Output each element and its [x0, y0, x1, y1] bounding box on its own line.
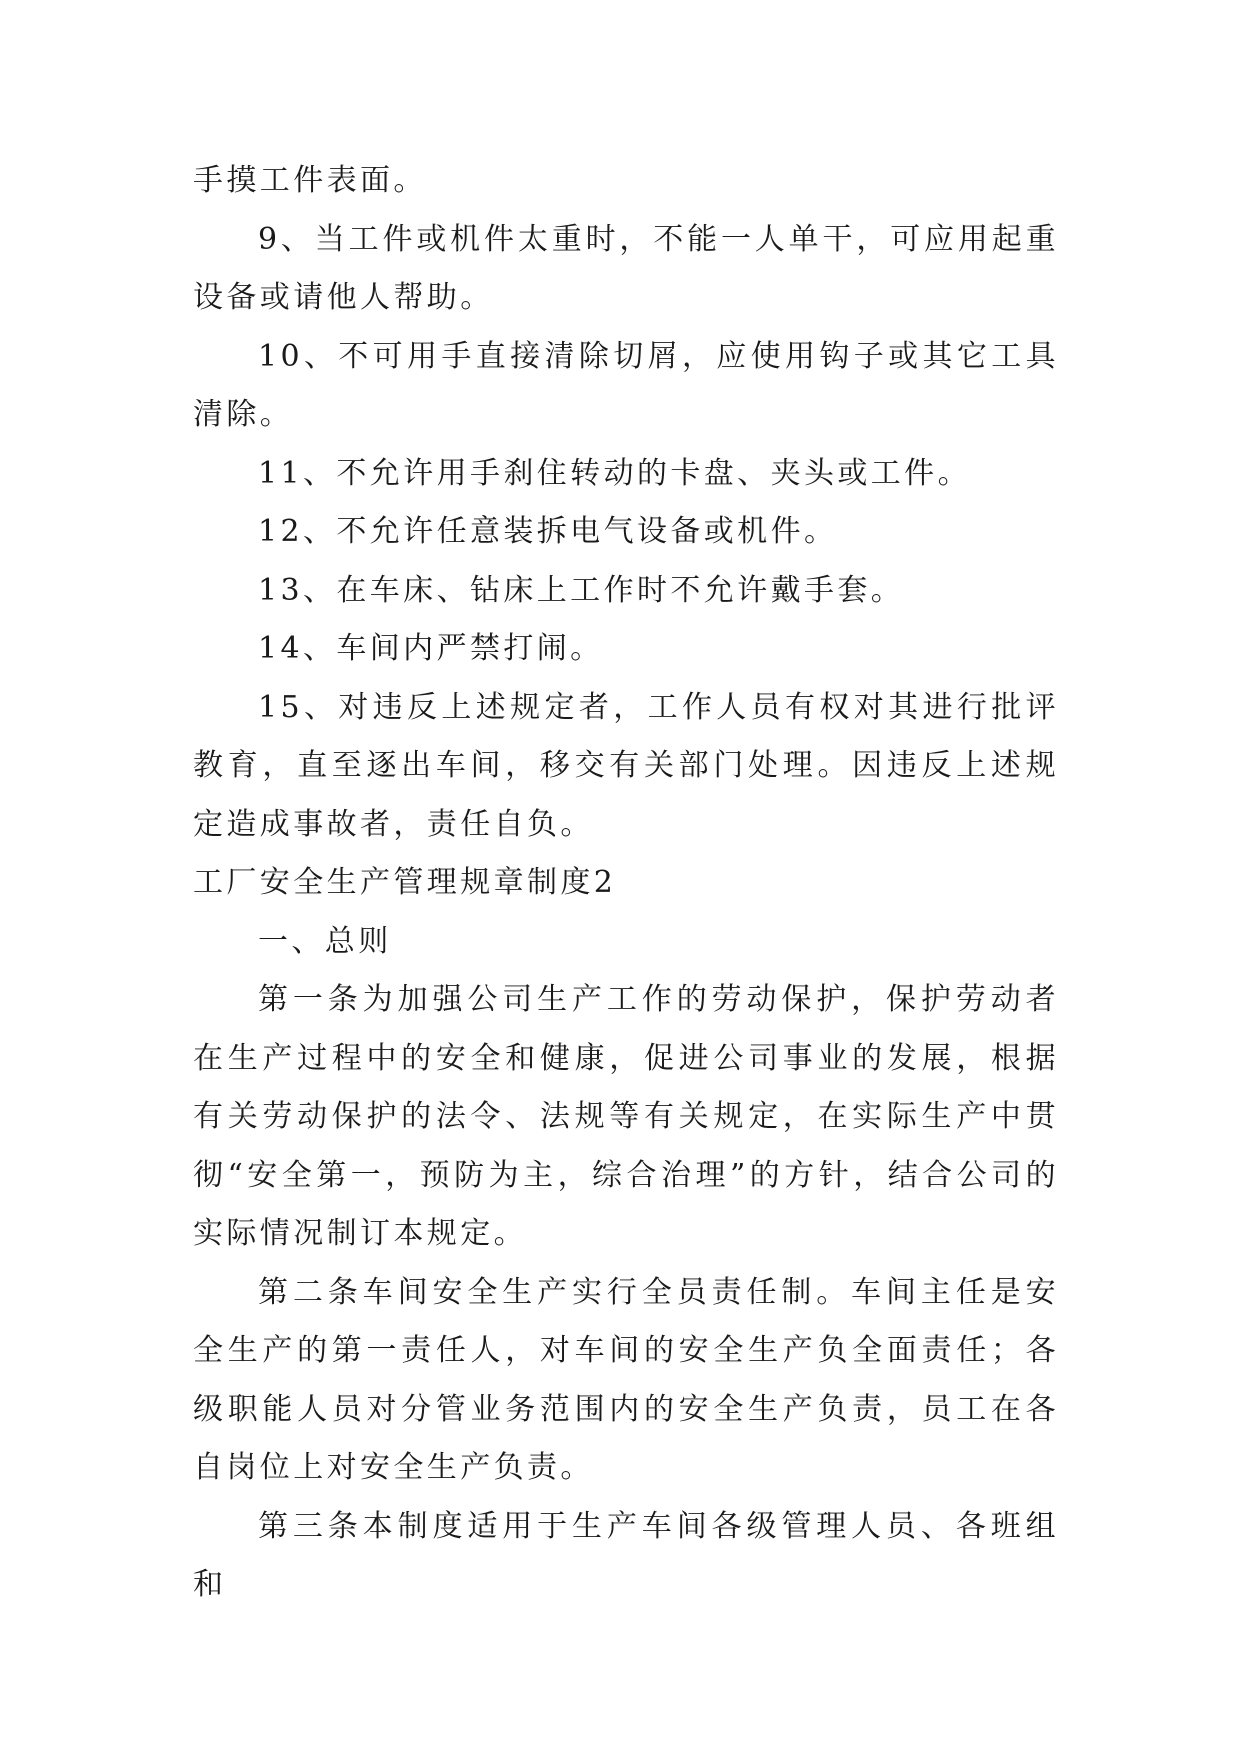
rule-10: 10、不可用手直接清除切屑，应使用钩子或其它工具清除。 [193, 338, 1059, 432]
rule-15: 15、对违反上述规定者，工作人员有权对其进行批评教育，直至逐出车间，移交有关部门处理。因违反上述规定造成事故者，责任自负。 [193, 689, 1059, 842]
document-body [193, 152, 1059, 1615]
paragraph-continuation: 手摸工件表面。 [193, 163, 427, 198]
rule-13: 13、在车床、钻床上工作时不允许戴手套。 [258, 572, 905, 608]
article-2: 第二条车间安全生产实行全员责任制。车间主任是安全生产的第一责任人，对车间的安全生产负全面责任；各级职能人员对分管业务范围内的安全生产负责，员工在各自岗位上对安全生产负责。 [193, 1274, 1059, 1485]
article-3: 第三条本制度适用于生产车间各级管理人员、各班组和 [193, 1508, 1059, 1602]
rule-14: 14、车间内严禁打闹。 [258, 631, 604, 666]
rule-12: 12、不允许任意装拆电气设备或机件。 [258, 514, 838, 549]
rule-9: 9、当工件或机件太重时，不能一人单干，可应用起重设备或请他人帮助。 [193, 221, 1059, 315]
article-1: 第一条为加强公司生产工作的劳动保护，保护劳动者在生产过程中的安全和健康，促进公司事业的发展，根据有关劳动保护的法令、法规等有关规定，在实际生产中贯彻“安全第一，预防为主，综合治理”的方针，结合公司的实际情况制订本规定。 [193, 982, 1059, 1251]
section-title: 工厂安全生产管理规章制度2 [193, 865, 617, 900]
rule-11: 11、不允许用手刹住转动的卡盘、夹头或工件。 [258, 455, 971, 491]
chapter-heading: 一、总则 [258, 923, 392, 959]
